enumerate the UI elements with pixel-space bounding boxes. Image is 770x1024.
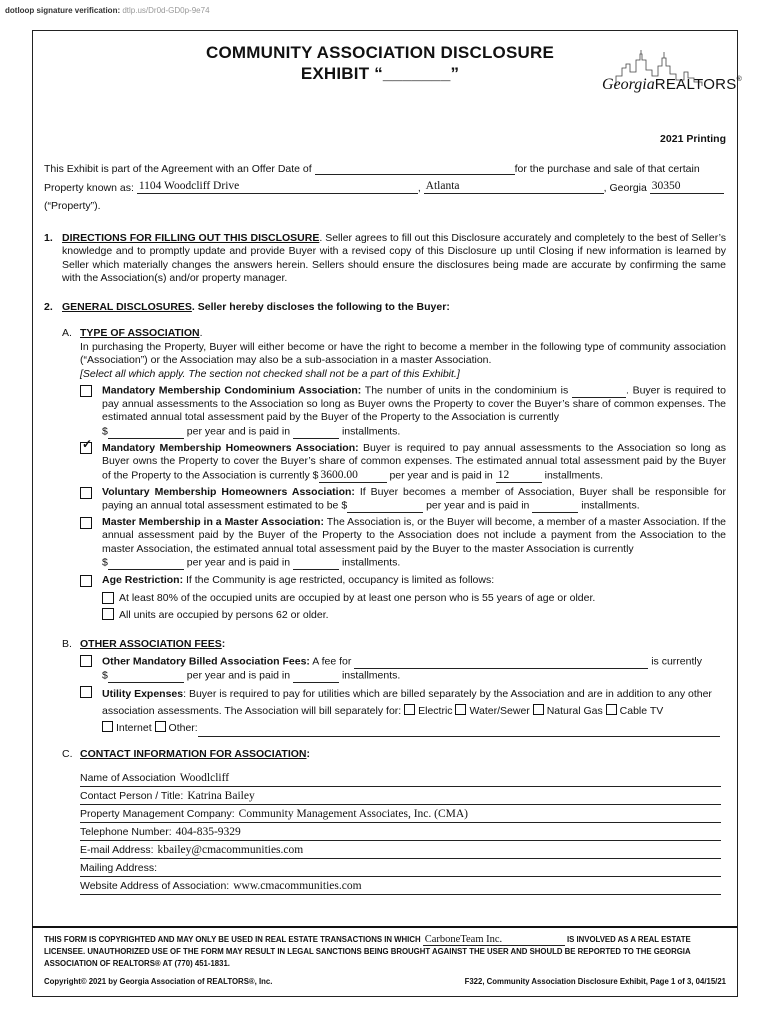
dotloop-verification bbox=[5, 6, 210, 15]
verification-link[interactable]: dtlp.us/Dr0d-GD0p-9e74 bbox=[122, 6, 210, 15]
section-a-text: In purchasing the Property, Buyer will either become or have the right to become a member in the following type of community association (“Association”) or the Association may also be a sub-association in a master Association. bbox=[80, 341, 726, 367]
section-2-heading-line: GENERAL DISCLOSURES. Seller hereby discloses the following to the Buyer: bbox=[62, 301, 450, 313]
hoa-installments-field[interactable]: 12 bbox=[496, 469, 542, 483]
master-amount-field[interactable] bbox=[108, 556, 184, 570]
age-62-option: All units are occupied by persons 62 or older. bbox=[119, 609, 329, 621]
section-c-letter: C. bbox=[62, 748, 73, 760]
water-sewer-checkbox[interactable] bbox=[455, 704, 466, 715]
hoa-checkbox[interactable] bbox=[80, 437, 93, 454]
condo-paragraph: Mandatory Membership Condominium Association: The number of units in the condominium is . Buyer is required to pay annual assessments to the Association so long as Buyer owns the Property to cover the Buyer’s share of common expenses. The estimated annual total assessment paid by the Buyer of the Property to the Association is currently $ per year and is paid in installments. bbox=[102, 384, 726, 438]
verification-label: dotloop signature verification: bbox=[5, 6, 121, 15]
email-row[interactable]: E-mail Address: kbailey@cmacommunities.com bbox=[80, 843, 721, 859]
copyright-line: Copyright© 2021 by Georgia Association of REALTORS®, Inc. bbox=[44, 977, 273, 986]
section-1-number: 1. bbox=[44, 232, 53, 244]
licensee-field[interactable]: CarboneTeam Inc. bbox=[423, 934, 565, 946]
other-fee-installments-field[interactable] bbox=[293, 669, 339, 683]
section-a-heading: TYPE OF ASSOCIATION bbox=[80, 327, 200, 339]
age-restriction-checkbox[interactable] bbox=[80, 575, 92, 587]
other-utility-field[interactable] bbox=[198, 723, 720, 737]
footer-divider bbox=[32, 926, 737, 928]
section-a-instruction: [Select all which apply. The section not checked shall not be a part of this Exhibit.] bbox=[80, 368, 460, 380]
property-address-field[interactable]: 1104 Woodcliff Drive bbox=[137, 180, 418, 194]
voluntary-installments-field[interactable] bbox=[532, 499, 578, 513]
condo-units-field[interactable] bbox=[572, 384, 626, 398]
hoa-paragraph: Mandatory Membership Homeowners Association: Buyer is required to pay annual assessments to the Association so long as Buyer owns the Property to cover the Buyer’s share of common expenses. The estimated annual total assessment paid by the Buyer of the Property to the Association is currently $ 3600.00 per year and is paid in 12 installments. bbox=[102, 442, 726, 482]
association-name-row[interactable]: Name of Association Woodlcliff bbox=[80, 771, 721, 787]
georgia-realtors-logo bbox=[596, 46, 742, 106]
age-55-checkbox[interactable] bbox=[102, 592, 114, 604]
section-1-paragraph: DIRECTIONS FOR FILLING OUT THIS DISCLOSURE. Seller agrees to fill out this Disclosure accurately and completely to the best of Seller’s knowledge and to promptly update and provide Buyer with a revised copy of this Disclosure up until Closing if new information is learned by Seller which materially changes the answers herein. Sellers should ensure the disclosures being made are accurate by confirming the same with the Association(s) and/or property manager. bbox=[62, 232, 726, 284]
logo-wordmark: GeorgiaREALTORS® bbox=[602, 76, 742, 93]
association-name-value[interactable]: Woodlcliff bbox=[179, 772, 230, 784]
telephone-value[interactable]: 404-835-9329 bbox=[175, 826, 241, 838]
website-row[interactable]: Website Address of Association: www.cmacommunities.com bbox=[80, 879, 721, 895]
email-value[interactable]: kbailey@cmacommunities.com bbox=[157, 844, 304, 856]
master-installments-field[interactable] bbox=[293, 556, 339, 570]
other-fees-checkbox[interactable] bbox=[80, 655, 92, 667]
cable-tv-checkbox[interactable] bbox=[606, 704, 617, 715]
hoa-amount-field[interactable]: 3600.00 bbox=[319, 469, 387, 483]
zip-field[interactable]: 30350 bbox=[650, 180, 724, 194]
exhibit-title: EXHIBIT “_______” bbox=[300, 64, 460, 83]
printing-year: 2021 Printing bbox=[660, 133, 726, 145]
condo-installments-field[interactable] bbox=[293, 425, 339, 439]
city-field[interactable]: Atlanta bbox=[424, 180, 604, 194]
section-1-heading: DIRECTIONS FOR FILLING OUT THIS DISCLOSURE bbox=[62, 232, 320, 244]
section-b-heading: OTHER ASSOCIATION FEES bbox=[80, 638, 222, 650]
utility-expenses-checkbox[interactable] bbox=[80, 686, 92, 698]
offer-date-field[interactable] bbox=[315, 161, 515, 175]
other-fees-paragraph: Other Mandatory Billed Association Fees: A fee for is currently $ per year and is paid in installments. bbox=[102, 655, 702, 682]
contact-person-value[interactable]: Katrina Bailey bbox=[187, 790, 255, 802]
master-checkbox[interactable] bbox=[80, 517, 92, 529]
section-c-heading-line: CONTACT INFORMATION FOR ASSOCIATION: bbox=[80, 748, 311, 760]
other-fee-amount-field[interactable] bbox=[108, 669, 184, 683]
section-b-heading-line: OTHER ASSOCIATION FEES: bbox=[80, 638, 226, 650]
mailing-address-row[interactable]: Mailing Address: bbox=[80, 861, 721, 877]
electric-checkbox[interactable] bbox=[404, 704, 415, 715]
checkmark-icon: ✓ bbox=[82, 437, 93, 451]
voluntary-paragraph: Voluntary Membership Homeowners Association: If Buyer becomes a member of Association, Buyer shall be responsible for paying an annual total assessment estimated to be $ per year and is paid in installments. bbox=[102, 486, 726, 512]
internet-checkbox[interactable] bbox=[102, 721, 113, 732]
section-2-heading: GENERAL DISCLOSURES bbox=[62, 301, 192, 313]
section-2-number: 2. bbox=[44, 301, 53, 313]
condo-amount-field[interactable] bbox=[108, 425, 184, 439]
age-restriction-line: Age Restriction: If the Community is age restricted, occupancy is limited as follows: bbox=[102, 574, 495, 586]
other-utility-checkbox[interactable] bbox=[155, 721, 166, 732]
telephone-row[interactable]: Telephone Number: 404-835-9329 bbox=[80, 825, 721, 841]
contact-person-row[interactable]: Contact Person / Title: Katrina Bailey bbox=[80, 789, 721, 805]
section-c-heading: CONTACT INFORMATION FOR ASSOCIATION bbox=[80, 748, 307, 760]
voluntary-amount-field[interactable] bbox=[347, 499, 423, 513]
management-company-row[interactable]: Property Management Company: Community Management Associates, Inc. (CMA) bbox=[80, 807, 721, 823]
utility-expenses-paragraph: Utility Expenses: Buyer is required to pay for utilities which are billed separately by the Association and are in addition to any other association assessments. The Association will bill separately for: Electric Water/Sewer Natural Gas Cable TV Internet Other: bbox=[102, 686, 726, 737]
age-55-option: At least 80% of the occupied units are occupied by at least one person who is 55 years of age or older. bbox=[119, 592, 596, 604]
condo-checkbox[interactable] bbox=[80, 385, 92, 397]
management-company-value[interactable]: Community Management Associates, Inc. (CMA) bbox=[238, 808, 468, 820]
intro-line-2: Property known as: 1104 Woodcliff Drive , Atlanta , Georgia 30350 bbox=[44, 180, 724, 194]
master-paragraph: Master Membership in a Master Association: The Association is, or the Buyer will become, a member of a master Association. If the annual assessment paid by the Buyer of the Property to the Association does not include a payment from the Association to the master Association, the estimated annual total assessment paid by the Buyer to the master Association is currently $ per year and is paid in installments. bbox=[102, 516, 727, 569]
website-value[interactable]: www.cmacommunities.com bbox=[233, 880, 362, 892]
section-b-letter: B. bbox=[62, 638, 72, 650]
natural-gas-checkbox[interactable] bbox=[533, 704, 544, 715]
form-title: COMMUNITY ASSOCIATION DISCLOSURE bbox=[206, 43, 554, 62]
section-a-letter: A. bbox=[62, 327, 72, 339]
section-a-heading-line: TYPE OF ASSOCIATION. bbox=[80, 327, 203, 339]
other-fee-description-field[interactable] bbox=[354, 655, 648, 669]
age-62-checkbox[interactable] bbox=[102, 608, 114, 620]
voluntary-checkbox[interactable] bbox=[80, 487, 92, 499]
intro-line-1: This Exhibit is part of the Agreement with an Offer Date of for the purchase and sale of that certain bbox=[44, 163, 700, 175]
copyright-notice: THIS FORM IS COPYRIGHTED AND MAY ONLY BE USED IN REAL ESTATE TRANSACTIONS IN WHICH CarboneTeam Inc. IS INVOLVED AS A REAL ESTATE LICENSEE. UNAUTHORIZED USE OF THE FORM MAY RESULT IN LEGAL SANCTIONS BEING BROUGHT AGAINST THE USER AND SHOULD BE REPORTED TO THE GEORGIA ASSOCIATION OF REALTORS® AT (770) 451-1831. bbox=[44, 934, 691, 968]
form-identifier: F322, Community Association Disclosure Exhibit, Page 1 of 3, 04/15/21 bbox=[464, 977, 726, 986]
property-defined: (“Property”). bbox=[44, 200, 101, 212]
